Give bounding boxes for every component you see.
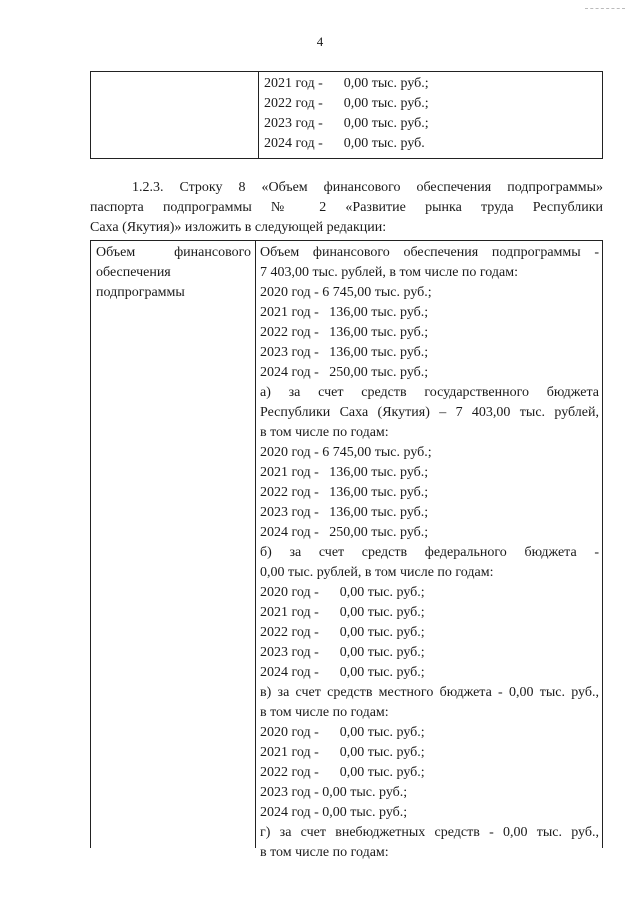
funding-table-label-cell	[91, 241, 256, 848]
paragraph-line: Саха (Якутия)» изложить в следующей редакции:	[90, 220, 387, 235]
funding-line: 2024 год - 0,00 тыс. руб.	[264, 136, 425, 151]
value-line: а) за счет средств государственного бюджета	[260, 385, 599, 400]
value-line: 2023 год - 136,00 тыс. руб.;	[260, 505, 429, 520]
value-line: 2020 год - 0,00 тыс. руб.;	[260, 725, 425, 740]
value-line: 0,00 тыс. рублей, в том числе по годам:	[260, 565, 494, 580]
value-line: в) за счет средств местного бюджета - 0,00 тыс. руб.,	[260, 685, 599, 700]
value-line: 2022 год - 0,00 тыс. руб.;	[260, 625, 425, 640]
funding-line: 2023 год - 0,00 тыс. руб.;	[264, 116, 429, 131]
value-line: г) за счет внебюджетных средств - 0,00 тыс. руб.,	[260, 825, 599, 840]
amendment-paragraph	[90, 178, 603, 238]
value-line: Объем финансового обеспечения подпрограммы -	[260, 245, 599, 260]
value-line: 7 403,00 тыс. рублей, в том числе по годам:	[260, 265, 518, 280]
value-line: 2020 год - 6 745,00 тыс. руб.;	[260, 285, 432, 300]
value-line: 2024 год - 0,00 тыс. руб.;	[260, 805, 408, 820]
value-line: 2024 год - 0,00 тыс. руб.;	[260, 665, 425, 680]
value-line: 2020 год - 0,00 тыс. руб.;	[260, 585, 425, 600]
value-line: 2023 год - 0,00 тыс. руб.;	[260, 785, 408, 800]
value-line: 2023 год - 0,00 тыс. руб.;	[260, 645, 425, 660]
value-line: 2022 год - 0,00 тыс. руб.;	[260, 765, 425, 780]
label-line: Объем финансового	[96, 245, 251, 260]
value-line: 2022 год - 136,00 тыс. руб.;	[260, 485, 429, 500]
value-line: в том числе по годам:	[260, 425, 389, 440]
label-line: подпрограммы	[96, 285, 185, 300]
funding-line: 2022 год - 0,00 тыс. руб.;	[264, 96, 429, 111]
scan-artifact	[585, 8, 625, 10]
top-table	[90, 71, 603, 159]
value-line: б) за счет средств федерального бюджета -	[260, 545, 599, 560]
paragraph-line: 1.2.3. Строку 8 «Объем финансового обеспечения подпрограммы»	[132, 180, 603, 195]
funding-table	[90, 240, 603, 860]
value-line: Республики Саха (Якутия) – 7 403,00 тыс. рублей,	[260, 405, 599, 420]
value-line: в том числе по годам:	[260, 705, 389, 720]
funding-line: 2021 год - 0,00 тыс. руб.;	[264, 76, 429, 91]
funding-table-value-cell	[256, 241, 602, 860]
value-line: 2021 год - 0,00 тыс. руб.;	[260, 605, 425, 620]
value-line: 2020 год - 6 745,00 тыс. руб.;	[260, 445, 432, 460]
top-table-left-cell	[91, 72, 259, 158]
value-line: в том числе по годам:	[260, 845, 389, 860]
page-number: 4	[316, 34, 324, 49]
value-line: 2022 год - 136,00 тыс. руб.;	[260, 325, 429, 340]
paragraph-line: паспорта подпрограммы № 2 «Развитие рынка труда Республики	[90, 200, 603, 215]
value-line: 2023 год - 136,00 тыс. руб.;	[260, 345, 429, 360]
value-line: 2024 год - 250,00 тыс. руб.;	[260, 525, 429, 540]
value-line: 2021 год - 0,00 тыс. руб.;	[260, 745, 425, 760]
top-table-right-cell	[259, 72, 429, 158]
value-line: 2021 год - 136,00 тыс. руб.;	[260, 305, 429, 320]
label-line: обеспечения	[96, 265, 171, 280]
value-line: 2021 год - 136,00 тыс. руб.;	[260, 465, 429, 480]
value-line: 2024 год - 250,00 тыс. руб.;	[260, 365, 429, 380]
